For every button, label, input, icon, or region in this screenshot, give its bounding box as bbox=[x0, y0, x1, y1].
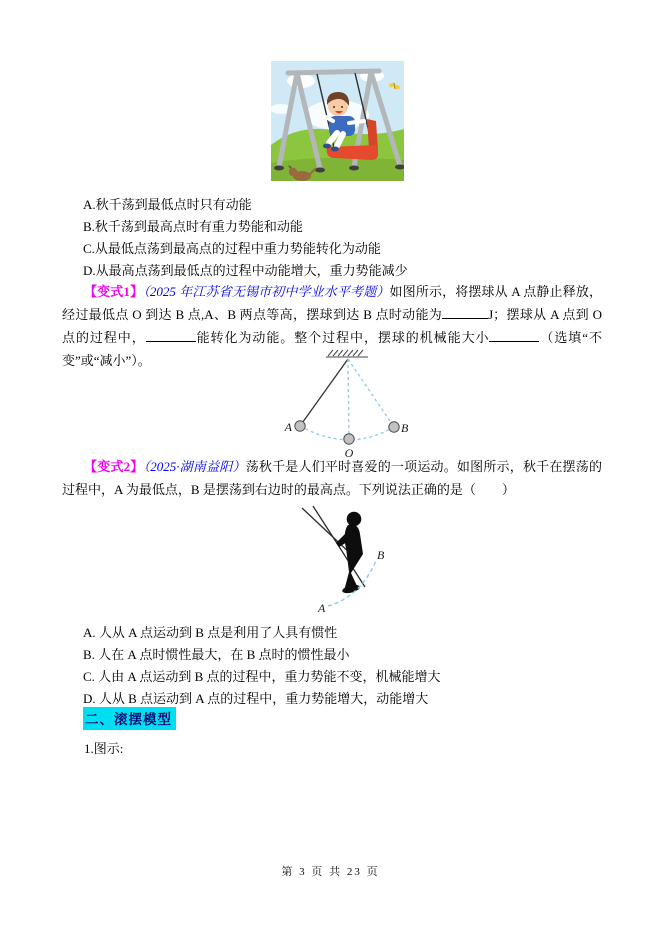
option-b: B.秋千荡到最高点时有重力势能和动能 bbox=[83, 219, 303, 234]
variation1-text-3: 能转化为动能。整个过程中，摆球的机械能大小 bbox=[195, 330, 490, 345]
question1-options bbox=[83, 194, 408, 282]
variation2-source: （2025·湖南益阳） bbox=[143, 459, 246, 474]
option-a: A. 人从 A 点运动到 B 点是利用了人具有惯性 bbox=[83, 625, 338, 640]
answer-blank-1 bbox=[442, 306, 488, 319]
point-a-label: A bbox=[284, 420, 292, 434]
variation1-text-4: （选填“不变”或“减小”）。 bbox=[62, 330, 602, 368]
section-header-wrap bbox=[83, 707, 176, 730]
answer-blank-2 bbox=[146, 329, 196, 342]
variation1-label: 【变式1】 bbox=[84, 284, 144, 299]
variation1-text-1: 如图所示，将摆球从 A 点静止释放，经过最低点 O 到达 B 点,A、B 两点等高，摆球到达 B 点时动能为 bbox=[62, 284, 602, 322]
point-o-label: O bbox=[344, 446, 354, 460]
string-dashed bbox=[300, 359, 394, 440]
ceiling-hatch bbox=[326, 350, 368, 357]
variation2-text: 荡秋千是人们平时喜爱的一项运动。如图所示，秋千在摆荡的过程中，A 为最低点，B 是摆荡到右边时的最高点。下列说法正确的是（ ） bbox=[62, 459, 602, 497]
ball-o bbox=[344, 434, 354, 444]
variation2-label: 【变式2】 bbox=[84, 459, 144, 474]
variation2-options bbox=[83, 622, 441, 710]
option-d: D. 人从 B 点运动到 A 点的过程中，重力势能增大，动能增大 bbox=[83, 691, 429, 706]
option-c: C. 人由 A 点运动到 B 点的过程中，重力势能不变，机械能增大 bbox=[83, 669, 441, 684]
option-a: A.秋千荡到最低点时只有动能 bbox=[83, 197, 252, 212]
pendulum-diagram bbox=[278, 346, 414, 462]
point-b-label: B bbox=[377, 548, 385, 562]
option-b: B. 人在 A 点时惯性最大，在 B 点时的惯性最小 bbox=[83, 647, 350, 662]
ball-a bbox=[295, 421, 305, 431]
person-silhouette bbox=[336, 512, 363, 595]
option-c: C.从最低点荡到最高点的过程中重力势能转化为动能 bbox=[83, 241, 381, 256]
page-footer: 第 3 页 共 23 页 bbox=[281, 866, 380, 878]
swing-cartoon-image bbox=[271, 61, 404, 181]
point-a-label: A bbox=[318, 601, 326, 615]
string-solid bbox=[300, 359, 348, 426]
variation1-text-2: J；摆球从 A 点到 O 点的过程中， bbox=[62, 307, 602, 345]
section-title: 二、滚摆模型 bbox=[83, 707, 176, 730]
swing-silhouette-figure bbox=[288, 498, 402, 618]
ball-b bbox=[389, 422, 399, 432]
answer-blank-3 bbox=[489, 329, 539, 342]
variation2-paragraph bbox=[62, 455, 602, 501]
option-d: D.从最高点荡到最低点的过程中动能增大，重力势能减少 bbox=[83, 263, 408, 278]
variation1-source: （2025 年江苏省无锡市初中学业水平考题） bbox=[143, 284, 390, 299]
figure-label: 1.图示: bbox=[84, 741, 124, 756]
point-b-label: B bbox=[401, 421, 409, 435]
